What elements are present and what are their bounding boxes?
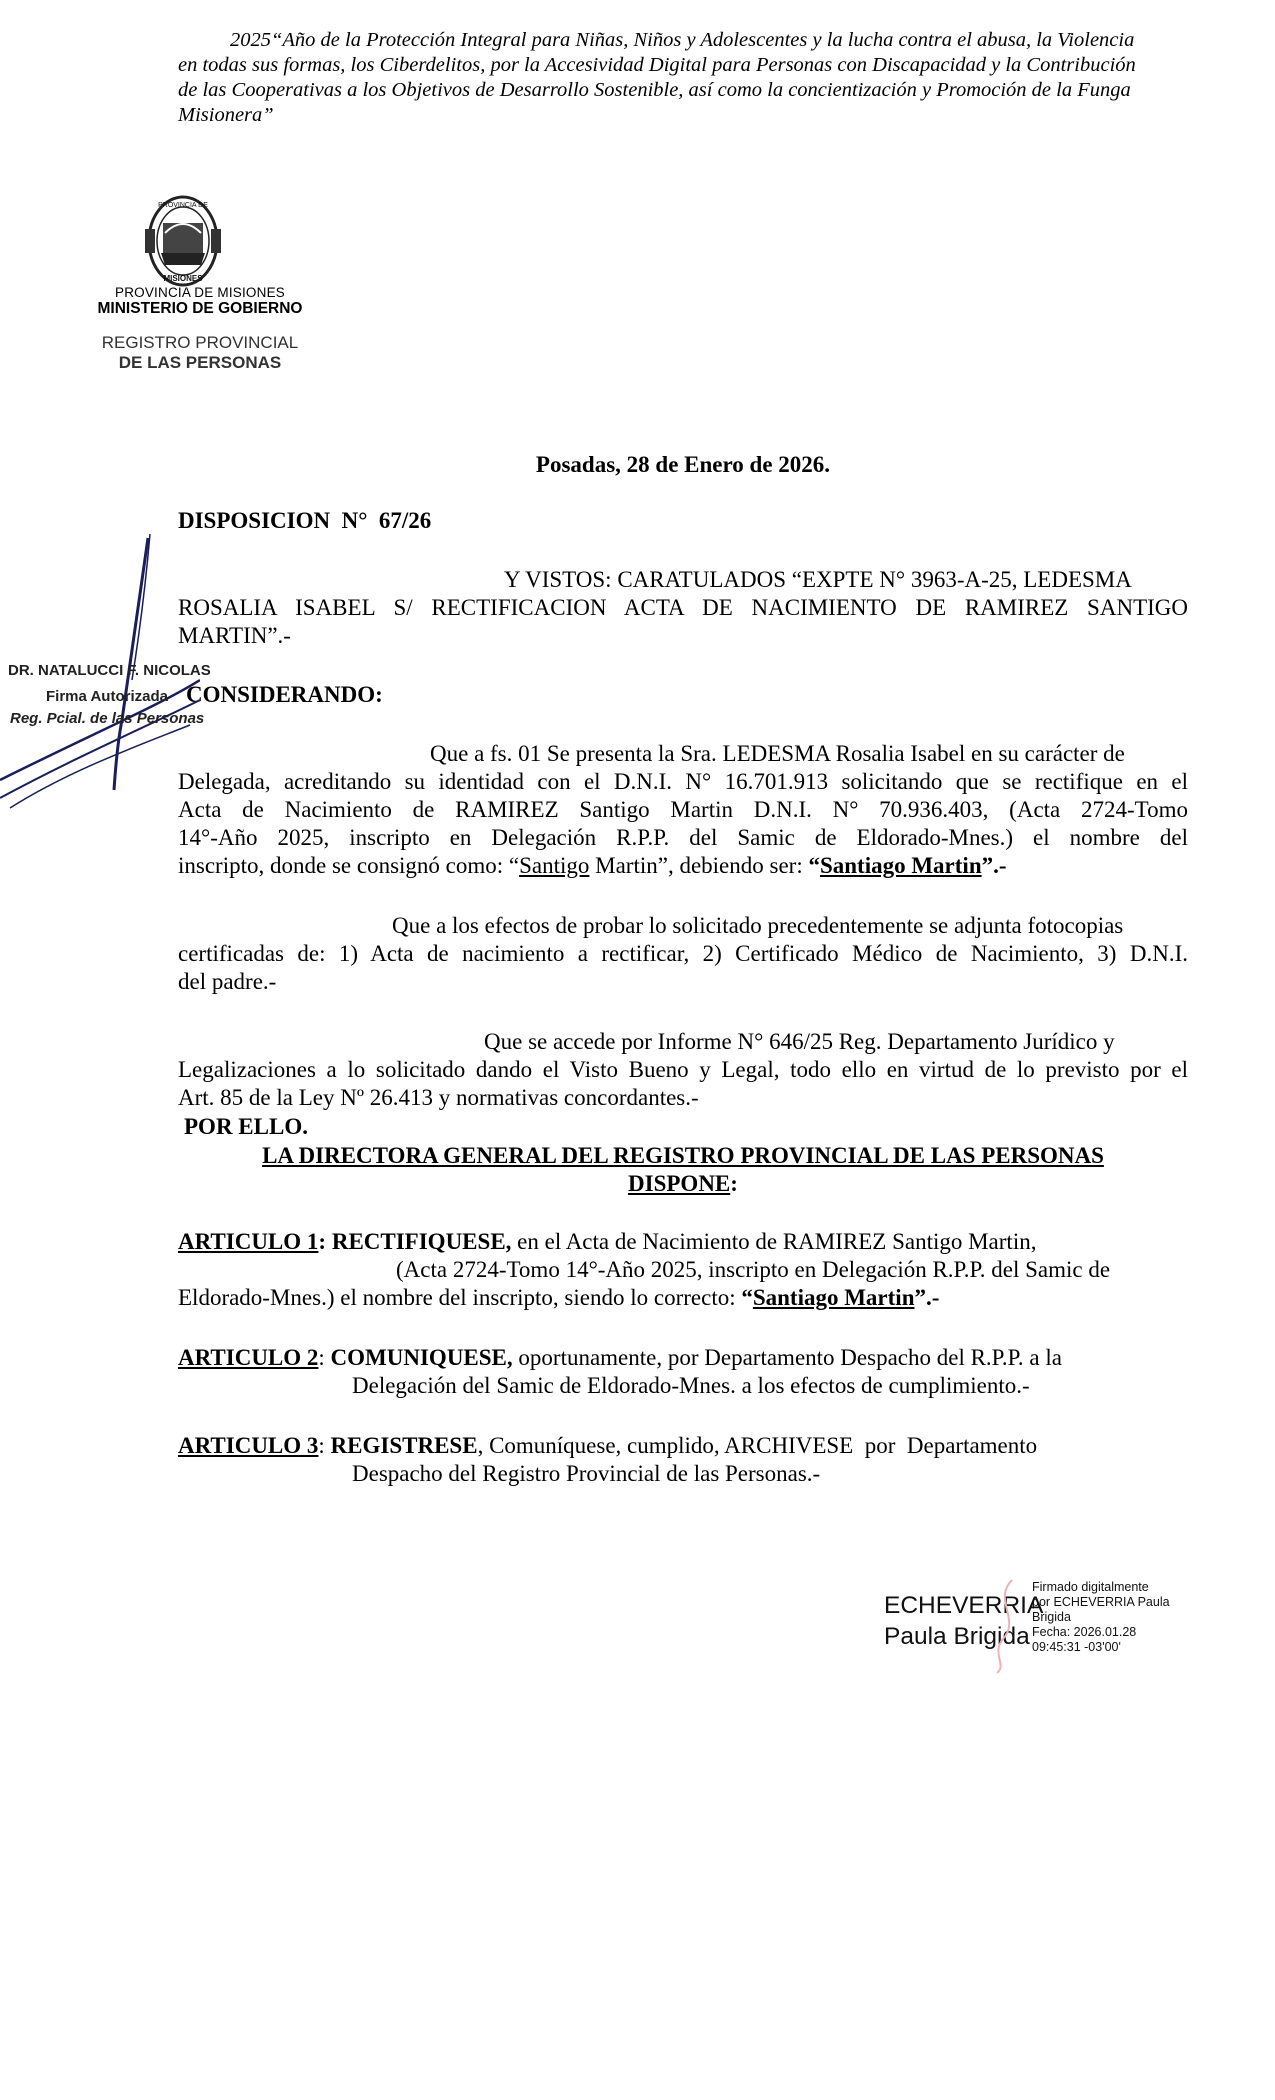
article-colon: : [318, 1433, 331, 1458]
vistos-paragraph [178, 566, 1188, 650]
text-segment: Martin”, debiendo ser: [589, 853, 809, 878]
considerando-heading: CONSIDERANDO: [186, 682, 383, 707]
vistos-line: Y VISTOS: CARATULADOS “EXPTE N° 3963-A-25, LEDESMA [504, 567, 1132, 592]
article-1 [178, 1228, 1188, 1312]
article-line: (Acta 2724-Tomo 14°-Año 2025, inscripto en Delegación R.P.P. del Samic de [396, 1257, 1111, 1282]
paragraph-line: Que se accede por Informe N° 646/25 Reg. Departamento Jurídico y [484, 1029, 1115, 1054]
paragraph-line: del padre.- [178, 969, 277, 994]
article-2 [178, 1344, 1188, 1400]
text-segment: “ [741, 1285, 753, 1310]
motto-line: 2025“Año de la Protección Integral para Niñas, Niños y Adolescentes y la lucha contra el abusa, la Violencia [230, 29, 1135, 51]
text-segment: “ [808, 853, 820, 878]
stamp-line: Reg. Pcial. de las Personas [10, 710, 205, 727]
registry-label-line1: REGISTRO PROVINCIAL [101, 333, 299, 352]
dispone-word: DISPONE [628, 1171, 731, 1196]
directora-heading [178, 1142, 1188, 1198]
text-segment: ”.- [914, 1285, 940, 1310]
article-verb: REGISTRESE [330, 1433, 478, 1458]
article-line [178, 1284, 1188, 1312]
province-label: PROVINCIA DE MISIONES [115, 285, 285, 300]
signature-info-line: por ECHEVERRIA Paula [1032, 1595, 1170, 1609]
paragraph-line: 14°-Año 2025, inscripto en Delegación R.P.P. del Samic de Eldorado-Mnes.) el nombre del [178, 825, 1188, 850]
crest-top-text: PROVINCIA DE [158, 202, 208, 209]
article-text: oportunamente, por Departamento Despacho del R.P.P. a la [512, 1345, 1062, 1370]
article-text: , Comuníquese, cumplido, ARCHIVESE por Departamento [477, 1433, 1038, 1458]
stamp-line: DR. NATALUCCI F. NICOLAS [8, 662, 211, 679]
signer-given-names: Paula Brigida [884, 1623, 1030, 1650]
text-segment: ”.- [981, 853, 1007, 878]
article-line [178, 1432, 1188, 1460]
crest-bottom-text: MISIONES [163, 274, 203, 283]
registry-label-line2: DE LAS PERSONAS [118, 353, 282, 372]
signature-info-line: Firmado digitalmente [1032, 1580, 1149, 1594]
vistos-line: ROSALIA ISABEL S/ RECTIFICACION ACTA DE NACIMIENTO DE RAMIREZ SANTIGO [178, 595, 1188, 620]
signature-info-line: Fecha: 2026.01.28 [1032, 1625, 1137, 1639]
article-verb: COMUNIQUESE, [330, 1345, 513, 1370]
paragraph-line: Legalizaciones a lo solicitado dando el Visto Bueno y Legal, todo ello en virtud de lo previsto por el [178, 1057, 1188, 1082]
considerando-paragraph-1 [178, 740, 1188, 880]
article-correct-name: Santiago Martin [752, 1285, 915, 1310]
header-motto [178, 28, 1178, 128]
article-line: Despacho del Registro Provincial de las Personas.- [352, 1461, 821, 1486]
paragraph-line: Que a los efectos de probar lo solicitado precedentemente se adjunta fotocopias [392, 913, 1124, 938]
considerando-paragraph-3 [178, 1028, 1188, 1112]
article-colon: : [318, 1345, 331, 1370]
motto-line: Misionera” [178, 104, 274, 126]
article-verb: RECTIFIQUESE, [331, 1229, 512, 1254]
text-segment-correct-name: Santiago Martin [819, 853, 982, 878]
motto-line: de las Cooperativas a los Objetivos de Desarrollo Sostenible, así como la concientización y Promoción de la Funga [178, 79, 1131, 101]
article-line: Delegación del Samic de Eldorado-Mnes. a los efectos de cumplimiento.- [352, 1373, 1030, 1398]
article-label: ARTICULO 3 [178, 1433, 319, 1458]
paragraph-line [178, 852, 1188, 880]
article-colon: : [318, 1229, 332, 1254]
document-date: Posadas, 28 de Enero de 2026. [535, 452, 831, 477]
directora-line: LA DIRECTORA GENERAL DEL REGISTRO PROVINCIAL DE LAS PERSONAS [262, 1143, 1104, 1168]
article-3 [178, 1432, 1188, 1488]
article-label: ARTICULO 1 [178, 1229, 319, 1254]
ministry-label: MINISTERIO DE GOBIERNO [97, 300, 303, 317]
paragraph-line: Que a fs. 01 Se presenta la Sra. LEDESMA Rosalia Isabel en su carácter de [430, 741, 1125, 766]
digital-signature-info [1032, 1580, 1182, 1655]
vistos-line: MARTIN”.- [178, 623, 291, 648]
signature-info-line: Brigida [1032, 1610, 1071, 1624]
signature-swirl-icon [982, 1575, 1032, 1675]
article-line [178, 1228, 1188, 1256]
signature-info-line: 09:45:31 -03'00' [1032, 1640, 1121, 1654]
stamp-line: Firma Autorizada [46, 688, 168, 705]
text-segment-wrong-name: Santigo [519, 853, 590, 878]
article-text: Eldorado-Mnes.) el nombre del inscripto, siendo lo correcto: [178, 1285, 742, 1310]
por-ello-heading: POR ELLO. [184, 1114, 308, 1139]
text-segment: inscripto, donde se consignó como: “ [178, 853, 520, 878]
directora-line [178, 1170, 1188, 1198]
article-text: en el Acta de Nacimiento de RAMIREZ Santigo Martin, [511, 1229, 1037, 1254]
paragraph-line: Art. 85 de la Ley Nº 26.413 y normativas concordantes.- [178, 1085, 699, 1110]
paragraph-line: Delegada, acreditando su identidad con el D.N.I. N° 16.701.913 solicitando que se rectifique en el [178, 769, 1188, 794]
paragraph-line: Acta de Nacimiento de RAMIREZ Santigo Martin D.N.I. N° 70.936.403, (Acta 2724-Tomo [178, 797, 1188, 822]
article-label: ARTICULO 2 [178, 1345, 319, 1370]
paragraph-line: certificadas de: 1) Acta de nacimiento a rectificar, 2) Certificado Médico de Nacimiento, 3) D.N.I. [178, 941, 1188, 966]
dispone-colon: : [730, 1171, 738, 1196]
considerando-paragraph-2 [178, 912, 1188, 996]
disposition-number: DISPOSICION N° 67/26 [178, 508, 432, 533]
motto-line: en todas sus formas, los Ciberdelitos, por la Accesividad Digital para Personas con Discapacidad y la Contribución [178, 54, 1136, 76]
article-line [178, 1344, 1188, 1372]
signer-surname: ECHEVERRIA [884, 1592, 1044, 1619]
province-crest-logo [143, 193, 223, 291]
